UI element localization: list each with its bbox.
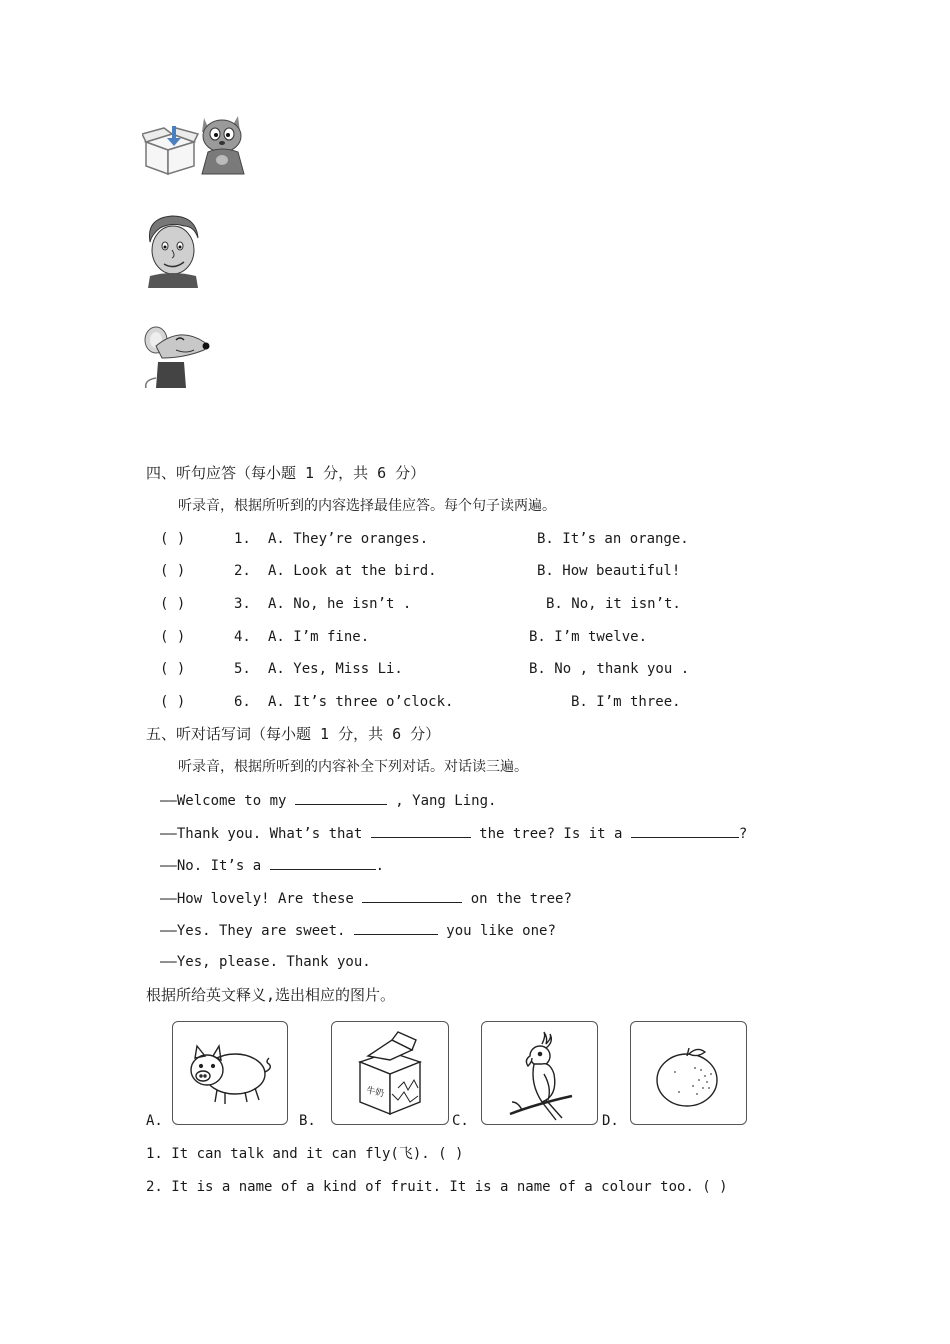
dialogue-text: on the tree? [462,891,572,907]
dialogue-line [160,790,496,810]
option-b: B. I’m three. [571,694,681,710]
option-letter: C. [452,1113,469,1129]
dialogue-text: ——How lovely! Are these [160,891,363,907]
option-letter: D. [602,1113,619,1129]
answer-blank[interactable] [631,823,739,838]
section4-instruction: 听录音，根据所听到的内容选择最佳应答。每个句子读两遍。 [178,498,556,514]
dialogue-text: the tree? Is it a [470,826,631,842]
dialogue-text: ——No. It’s a [160,858,270,874]
answer-paren[interactable]: ( ) [160,629,186,645]
answer-paren[interactable]: ( ) [160,563,186,579]
answer-paren[interactable]: ( ) [160,661,186,677]
option-letter: A. [146,1113,163,1129]
parrot-icon [482,1022,597,1124]
dialogue-line [160,855,384,875]
box-icon [142,128,198,174]
dialogue-text: , Yang Ling. [386,793,497,809]
item-number: 3. [234,596,251,612]
item-number: 4. [234,629,251,645]
boy-face-illustration [144,212,202,288]
item-number: 2. [234,563,251,579]
option-a: A. It’s three o’clock. [268,694,454,710]
dialogue-text: ——Yes. They are sweet. [160,923,354,939]
answer-blank[interactable] [371,823,471,838]
option-a: A. No, he isn’t . [268,596,412,612]
answer-paren[interactable]: ( ) [160,531,186,547]
option-b: B. It’s an orange. [537,531,689,547]
orange-icon [631,1022,746,1124]
option-d-box[interactable] [630,1021,747,1125]
dialogue-text: ? [738,826,748,842]
milk-carton-icon [332,1022,448,1124]
cat-icon [202,116,244,174]
pig-icon [173,1022,287,1124]
answer-blank[interactable] [362,888,462,903]
dialogue-line [160,888,572,908]
answer-blank[interactable] [270,855,376,870]
dialogue-text: . [375,858,385,874]
option-a: A. Look at the bird. [268,563,437,579]
dialogue-text: you like one? [437,923,556,939]
option-a: A. Yes, Miss Li. [268,661,403,677]
section4-title: 四、听句应答（每小题 1 分，共 6 分） [146,464,426,482]
option-a-box[interactable] [172,1021,288,1125]
question-text: 1. It can talk and it can fly(飞). ( ) [146,1146,464,1162]
dialogue-text: ——Welcome to my [160,793,295,809]
option-b: B. I’m twelve. [529,629,648,645]
dialogue-text: ——Thank you. What’s that [160,826,371,842]
answer-blank[interactable] [295,790,387,805]
item-number: 6. [234,694,251,710]
section5-instruction: 听录音，根据所听到的内容补全下列对话。对话读三遍。 [178,759,528,775]
mouse-illustration [140,322,212,388]
option-a: A. I’m fine. [268,629,370,645]
option-b: B. No, it isn’t. [546,596,681,612]
section6-instruction: 根据所给英文释义,选出相应的图片。 [146,986,396,1004]
option-letter: B. [299,1113,316,1129]
dialogue-line [160,920,556,940]
question-text: 2. It is a name of a kind of fruit. It is a name of a colour too. ( ) [146,1179,728,1195]
carton-label: 牛奶 [365,1085,385,1100]
section5-title: 五、听对话写词（每小题 1 分，共 6 分） [146,725,441,743]
dialogue-line [160,823,747,843]
answer-blank[interactable] [354,920,438,935]
option-c-box[interactable] [481,1021,598,1125]
option-b: B. How beautiful! [537,563,681,579]
option-b-box[interactable] [331,1021,449,1125]
answer-paren[interactable]: ( ) [160,694,186,710]
dialogue-line [160,953,371,971]
box-and-cat-illustration [142,112,252,176]
answer-paren[interactable]: ( ) [160,596,186,612]
item-number: 5. [234,661,251,677]
item-number: 1. [234,531,251,547]
dialogue-text: ——Yes, please. Thank you. [160,954,371,970]
option-a: A. They’re oranges. [268,531,429,547]
option-b: B. No , thank you . [529,661,690,677]
